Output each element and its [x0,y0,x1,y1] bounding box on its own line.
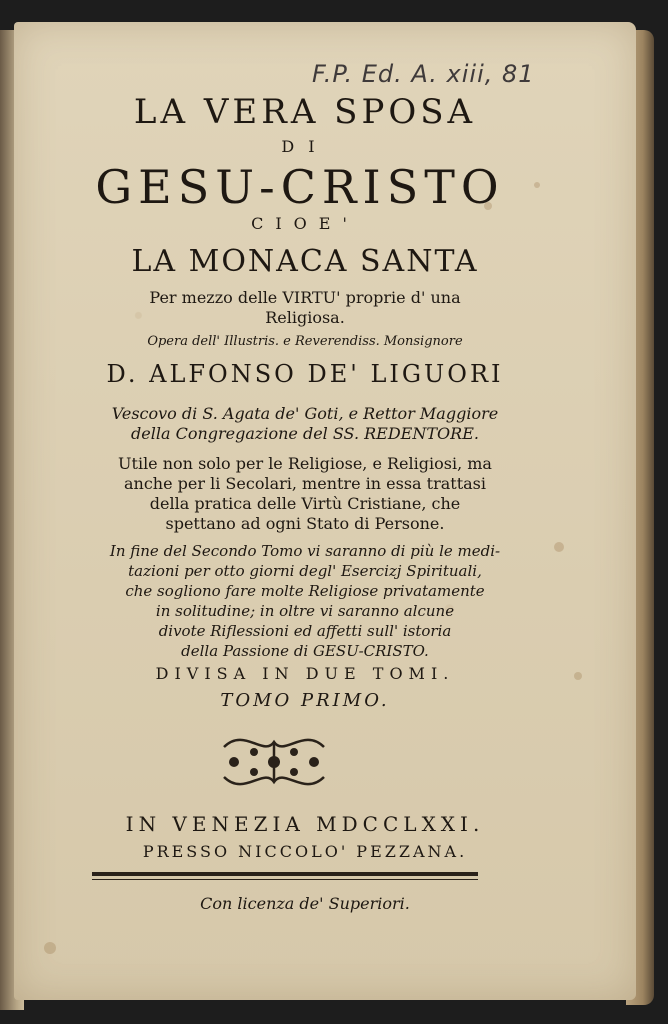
title-cioe: CIOE' [251,214,359,233]
printers-ornament [214,727,334,797]
utile-line-1: Utile non solo per le Religiose, e Religiosi, ma [118,454,492,473]
licenza-line: Con licenza de' Superiori. [200,894,410,913]
title-line-1: LA VERA SPOSA [133,92,477,132]
utile-line-3: della pratica delle Virtù Cristiane, che [149,494,461,513]
title-di: DI [281,137,329,156]
imprint-printer: PRESSO NICCOLO' PEZZANA. [142,842,468,861]
double-rule-thin [92,879,478,880]
author-line: D. ALFONSO DE' LIGUORI [106,360,504,388]
double-rule-thick [92,872,478,876]
fine-line-6: della Passione di GESU-CRISTO. [181,642,429,660]
title-line-2: GESU-CRISTO [95,160,505,214]
divisa-line: DIVISA IN DUE TOMI. [155,664,455,683]
subtitle-line-2: Religiosa. [265,308,345,327]
tomo-line: TOMO PRIMO. [220,690,390,711]
foxing-spot [44,942,56,954]
fine-line-1: In fine del Secondo Tomo vi saranno di più le medi- [109,542,501,560]
fine-line-4: in solitudine; in oltre vi saranno alcune [155,602,455,620]
vescovo-line-1: Vescovo di S. Agata de' Goti, e Rettor Maggiore [111,404,499,423]
vescovo-line-2: della Congregazione del SS. REDENTORE. [131,424,479,443]
fine-line-5: divote Riflessioni ed affetti sull' istoria [158,622,452,640]
title-line-3: LA MONACA SANTA [131,244,479,279]
fine-line-3: che sogliono fare molte Religiose privatamente [125,582,485,600]
fine-line-2: tazioni per otto giorni degl' Esercizj Spirituali, [128,562,482,580]
utile-line-4: spettano ad ogni Stato di Persone. [165,514,445,533]
subtitle-line-1: Per mezzo delle VIRTU' proprie d' una [149,288,461,307]
shelfmark-annotation: F.P. Ed. A. xiii, 81 [312,60,535,88]
title-page [14,22,636,1000]
imprint-place: IN VENEZIA MDCCLXXI. [125,812,485,836]
utile-line-2: anche per li Secolari, mentre in essa trattasi [124,474,486,493]
opera-line: Opera dell' Illustrіs. e Reverendiss. Monsignore [147,334,463,349]
